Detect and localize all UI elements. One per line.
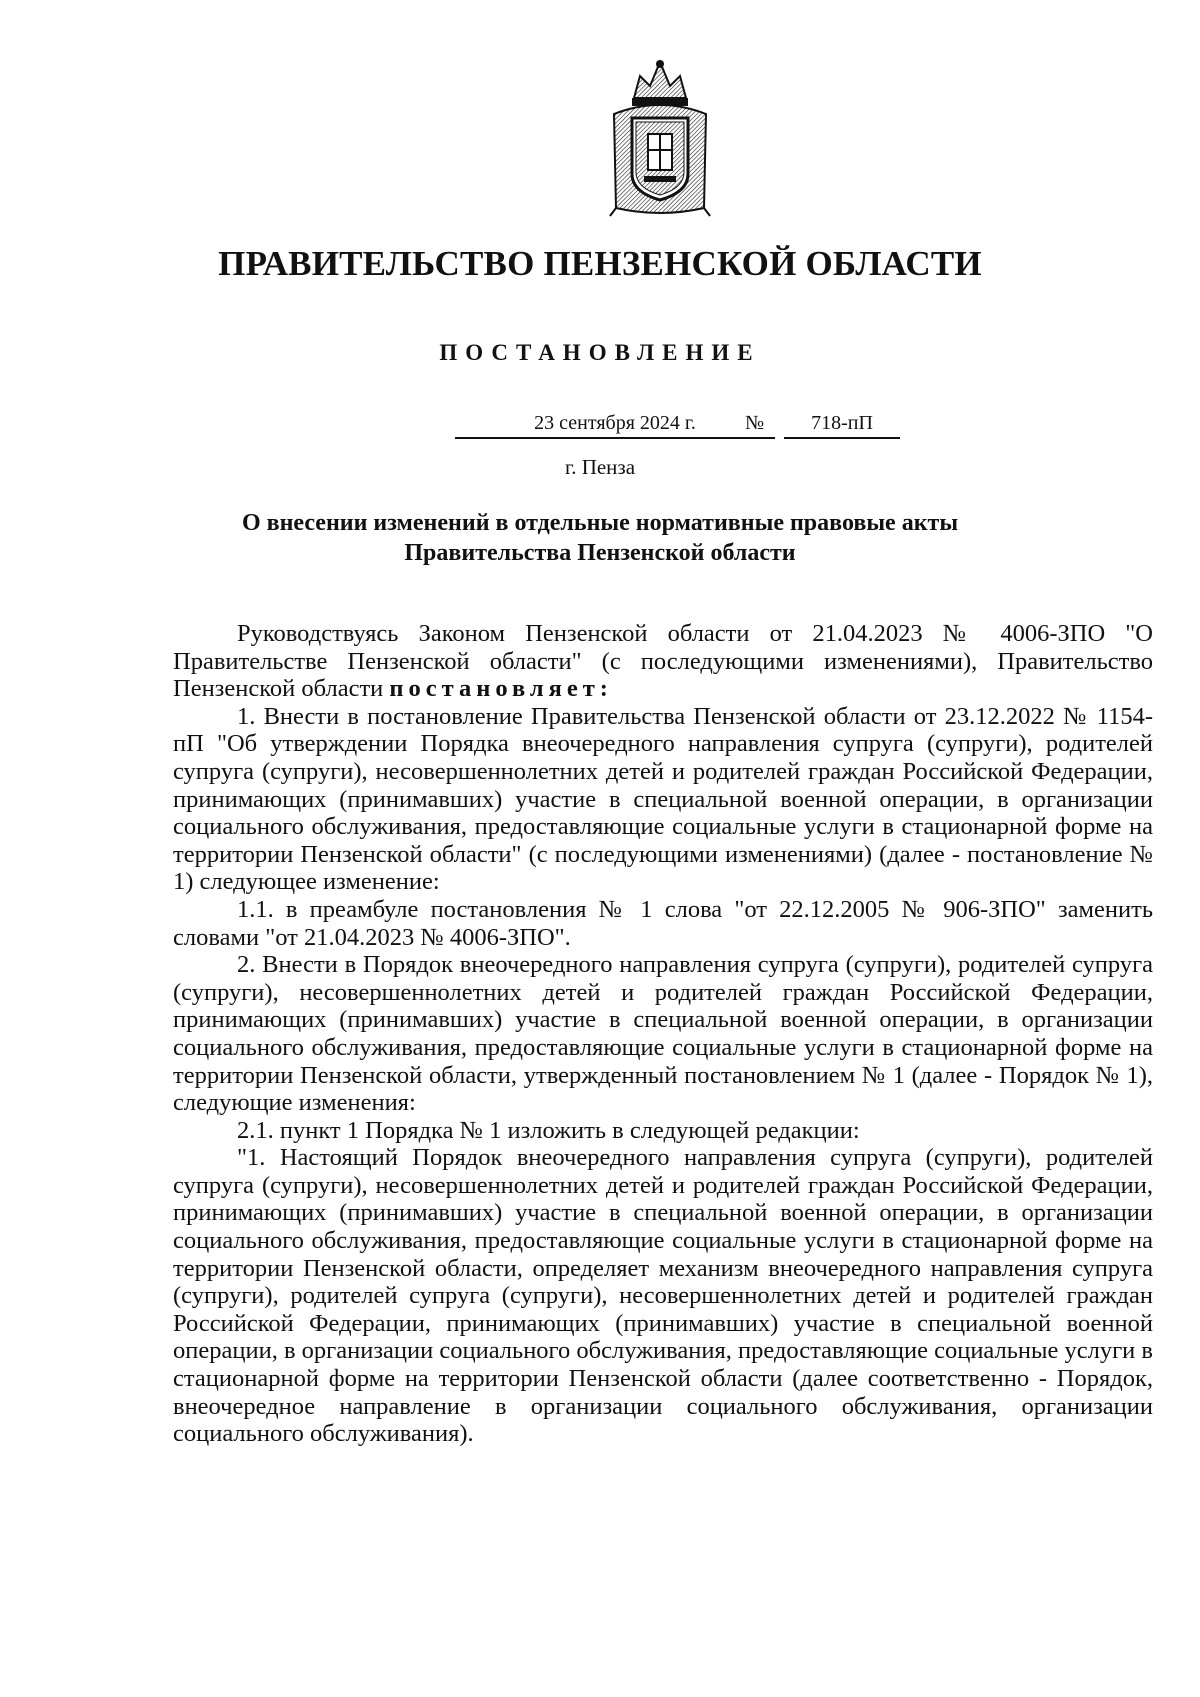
resolves-word: постановляет: — [389, 675, 613, 703]
paragraph-1-1: 1.1. в преамбуле постановления № 1 слова "от 22.12.2005 № 906-ЗПО" заменить словами "от 21.04.2023 № 4006-ЗПО". — [173, 895, 1153, 951]
document-type: ПОСТАНОВЛЕНИЕ — [439, 340, 761, 365]
document-date: 23 сентября 2024 г. — [455, 412, 775, 439]
number-sign: № — [745, 412, 765, 434]
paragraph-2-1: 2.1. пункт 1 Порядка № 1 изложить в следующей редакции: — [237, 1116, 860, 1144]
subject-line-2: Правительства Пензенской области — [404, 540, 796, 566]
paragraph-2: 2. Внести в Порядок внеочередного направления супруга (супруги), родителей супруга (супруги), несовершеннолетних детей и родителей граждан Российской Федерации, принимающих (принимавших) участие в специальной военной операции, в организации социального обслуживания, предоставляющие социальные услуги в стационарной форме на территории Пензенской области, утвержденный постановлением № 1 (далее - Порядок № 1), следующие изменения: — [173, 951, 1153, 1117]
document-body — [173, 620, 1153, 1448]
city: г. Пенза — [564, 455, 636, 479]
subject-line-1: О внесении изменений в отдельные нормативные правовые акты — [241, 510, 959, 536]
quoted-paragraph: "1. Настоящий Порядок внеочередного направления супруга (супруги), родителей супруга (супруги), несовершеннолетних детей и родителей граждан Российской Федерации, принимающих (принимавших) участие в специальной военной операции, в организации социального обслуживания, предоставляющие социальные услуги в стационарной форме на территории Пензенской области, определяет механизм внеочередного направления супруга (супруги), родителей супруга (супруги), несовершеннолетних детей и родителей граждан Российской Федерации, принимающих (принимавших) участие в специальной военной операции, в организации социального обслуживания, предоставляющие социальные услуги в стационарной форме на территории Пензенской области (далее соответственно - Порядок, внеочередное направление в организации социального обслуживания, организации социального обслуживания). — [173, 1144, 1153, 1448]
paragraph-1: 1. Внести в постановление Правительства Пензенской области от 23.12.2022 № 1154-пП "Об утверждении Порядка внеочередного направления супруга (супруги), родителей супруга (супруги), несовершеннолетних детей и родителей граждан Российской Федерации, принимающих (принимавших) участие в специальной военной операции, в организации социального обслуживания, предоставляющие социальные услуги в стационарной форме на территории Пензенской области" (с последующими изменениями) (далее - постановление № 1) следующее изменение: — [173, 702, 1153, 896]
document-subject — [150, 508, 1050, 568]
document-number: 718-пП — [784, 412, 900, 439]
coat-of-arms-emblem — [604, 58, 716, 218]
government-title: ПРАВИТЕЛЬСТВО ПЕНЗЕНСКОЙ ОБЛАСТИ — [218, 244, 982, 283]
coat-of-arms-icon — [604, 58, 716, 218]
intro-paragraph — [173, 620, 1153, 703]
intro-text: Руководствуясь Законом Пензенской области от 21.04.2023 № 4006-ЗПО "О Правительстве Пензенской области" (с последующими изменениями), Правительство Пензенской области — [173, 620, 1153, 703]
